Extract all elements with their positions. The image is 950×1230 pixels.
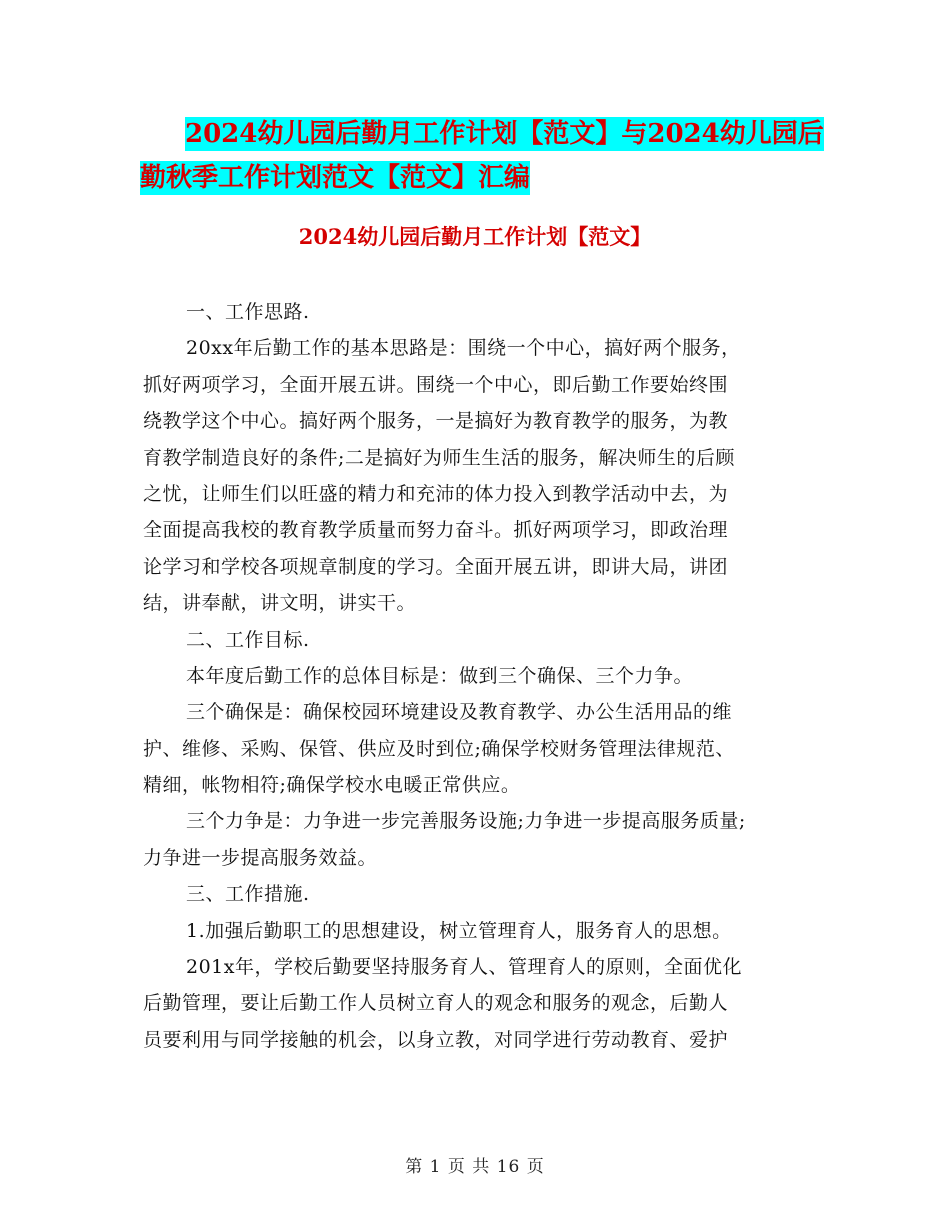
page-footer: 第 1 页 共 16 页 [405, 1157, 545, 1177]
paragraph-line: 力争进一步提高服务效益。 [143, 846, 378, 869]
paragraph-line: 护、维修、采购、保管、供应及时到位;确保学校财务管理法律规范、 [143, 737, 735, 760]
paragraph-line: 二、工作目标. [186, 628, 310, 651]
paragraph-line: 后勤管理，要让后勤工作人员树立育人的观念和服务的观念，后勤人 [143, 992, 729, 1015]
title-line-1: 2024幼儿园后勤月工作计划【范文】与2024幼儿园后 [185, 119, 824, 149]
paragraph-line: 精细，帐物相符;确保学校水电暖正常供应。 [143, 774, 521, 797]
document-title [140, 112, 830, 200]
section-title: 2024幼儿园后勤月工作计划【范文】 [298, 224, 652, 249]
paragraph-line: 1.加强后勤职工的思想建设，树立管理育人，服务育人的思想。 [186, 919, 732, 942]
paragraph-line: 本年度后勤工作的总体目标是：做到三个确保、三个力争。 [186, 664, 694, 687]
paragraph-line: 论学习和学校各项规章制度的学习。全面开展五讲，即讲大局，讲团 [143, 555, 729, 578]
paragraph-line: 一、工作思路. [186, 301, 310, 323]
paragraph-line: 三、工作措施. [186, 883, 310, 906]
paragraph-line: 20xx年后勤工作的基本思路是：围绕一个中心，搞好两个服务， [186, 337, 741, 360]
paragraph-line: 员要利用与同学接触的机会，以身立教，对同学进行劳动教育、爱护 [143, 1028, 729, 1051]
paragraph-line: 三个确保是：确保校园环境建设及教育教学、办公生活用品的维 [186, 701, 733, 724]
paragraph-line: 201x年，学校后勤要坚持服务育人、管理育人的原则，全面优化 [186, 956, 742, 979]
paragraph-line: 三个力争是：力争进一步完善服务设施;力争进一步提高服务质量; [186, 810, 746, 833]
paragraph-line: 育教学制造良好的条件;二是搞好为师生生活的服务，解决师生的后顾 [143, 446, 735, 469]
paragraph-line: 结，讲奉献，讲文明，讲实干。 [143, 592, 417, 615]
document-body [143, 294, 813, 1058]
paragraph-line: 抓好两项学习，全面开展五讲。围绕一个中心，即后勤工作要始终围 [143, 373, 729, 396]
paragraph-line: 全面提高我校的教育教学质量而努力奋斗。抓好两项学习，即政治理 [143, 519, 729, 542]
paragraph-line: 之忧，让师生们以旺盛的精力和充沛的体力投入到教学活动中去，为 [143, 482, 729, 505]
paragraph-line: 绕教学这个中心。搞好两个服务，一是搞好为教育教学的服务，为教 [143, 410, 729, 433]
title-line-2: 勤秋季工作计划范文【范文】汇编 [140, 163, 531, 193]
